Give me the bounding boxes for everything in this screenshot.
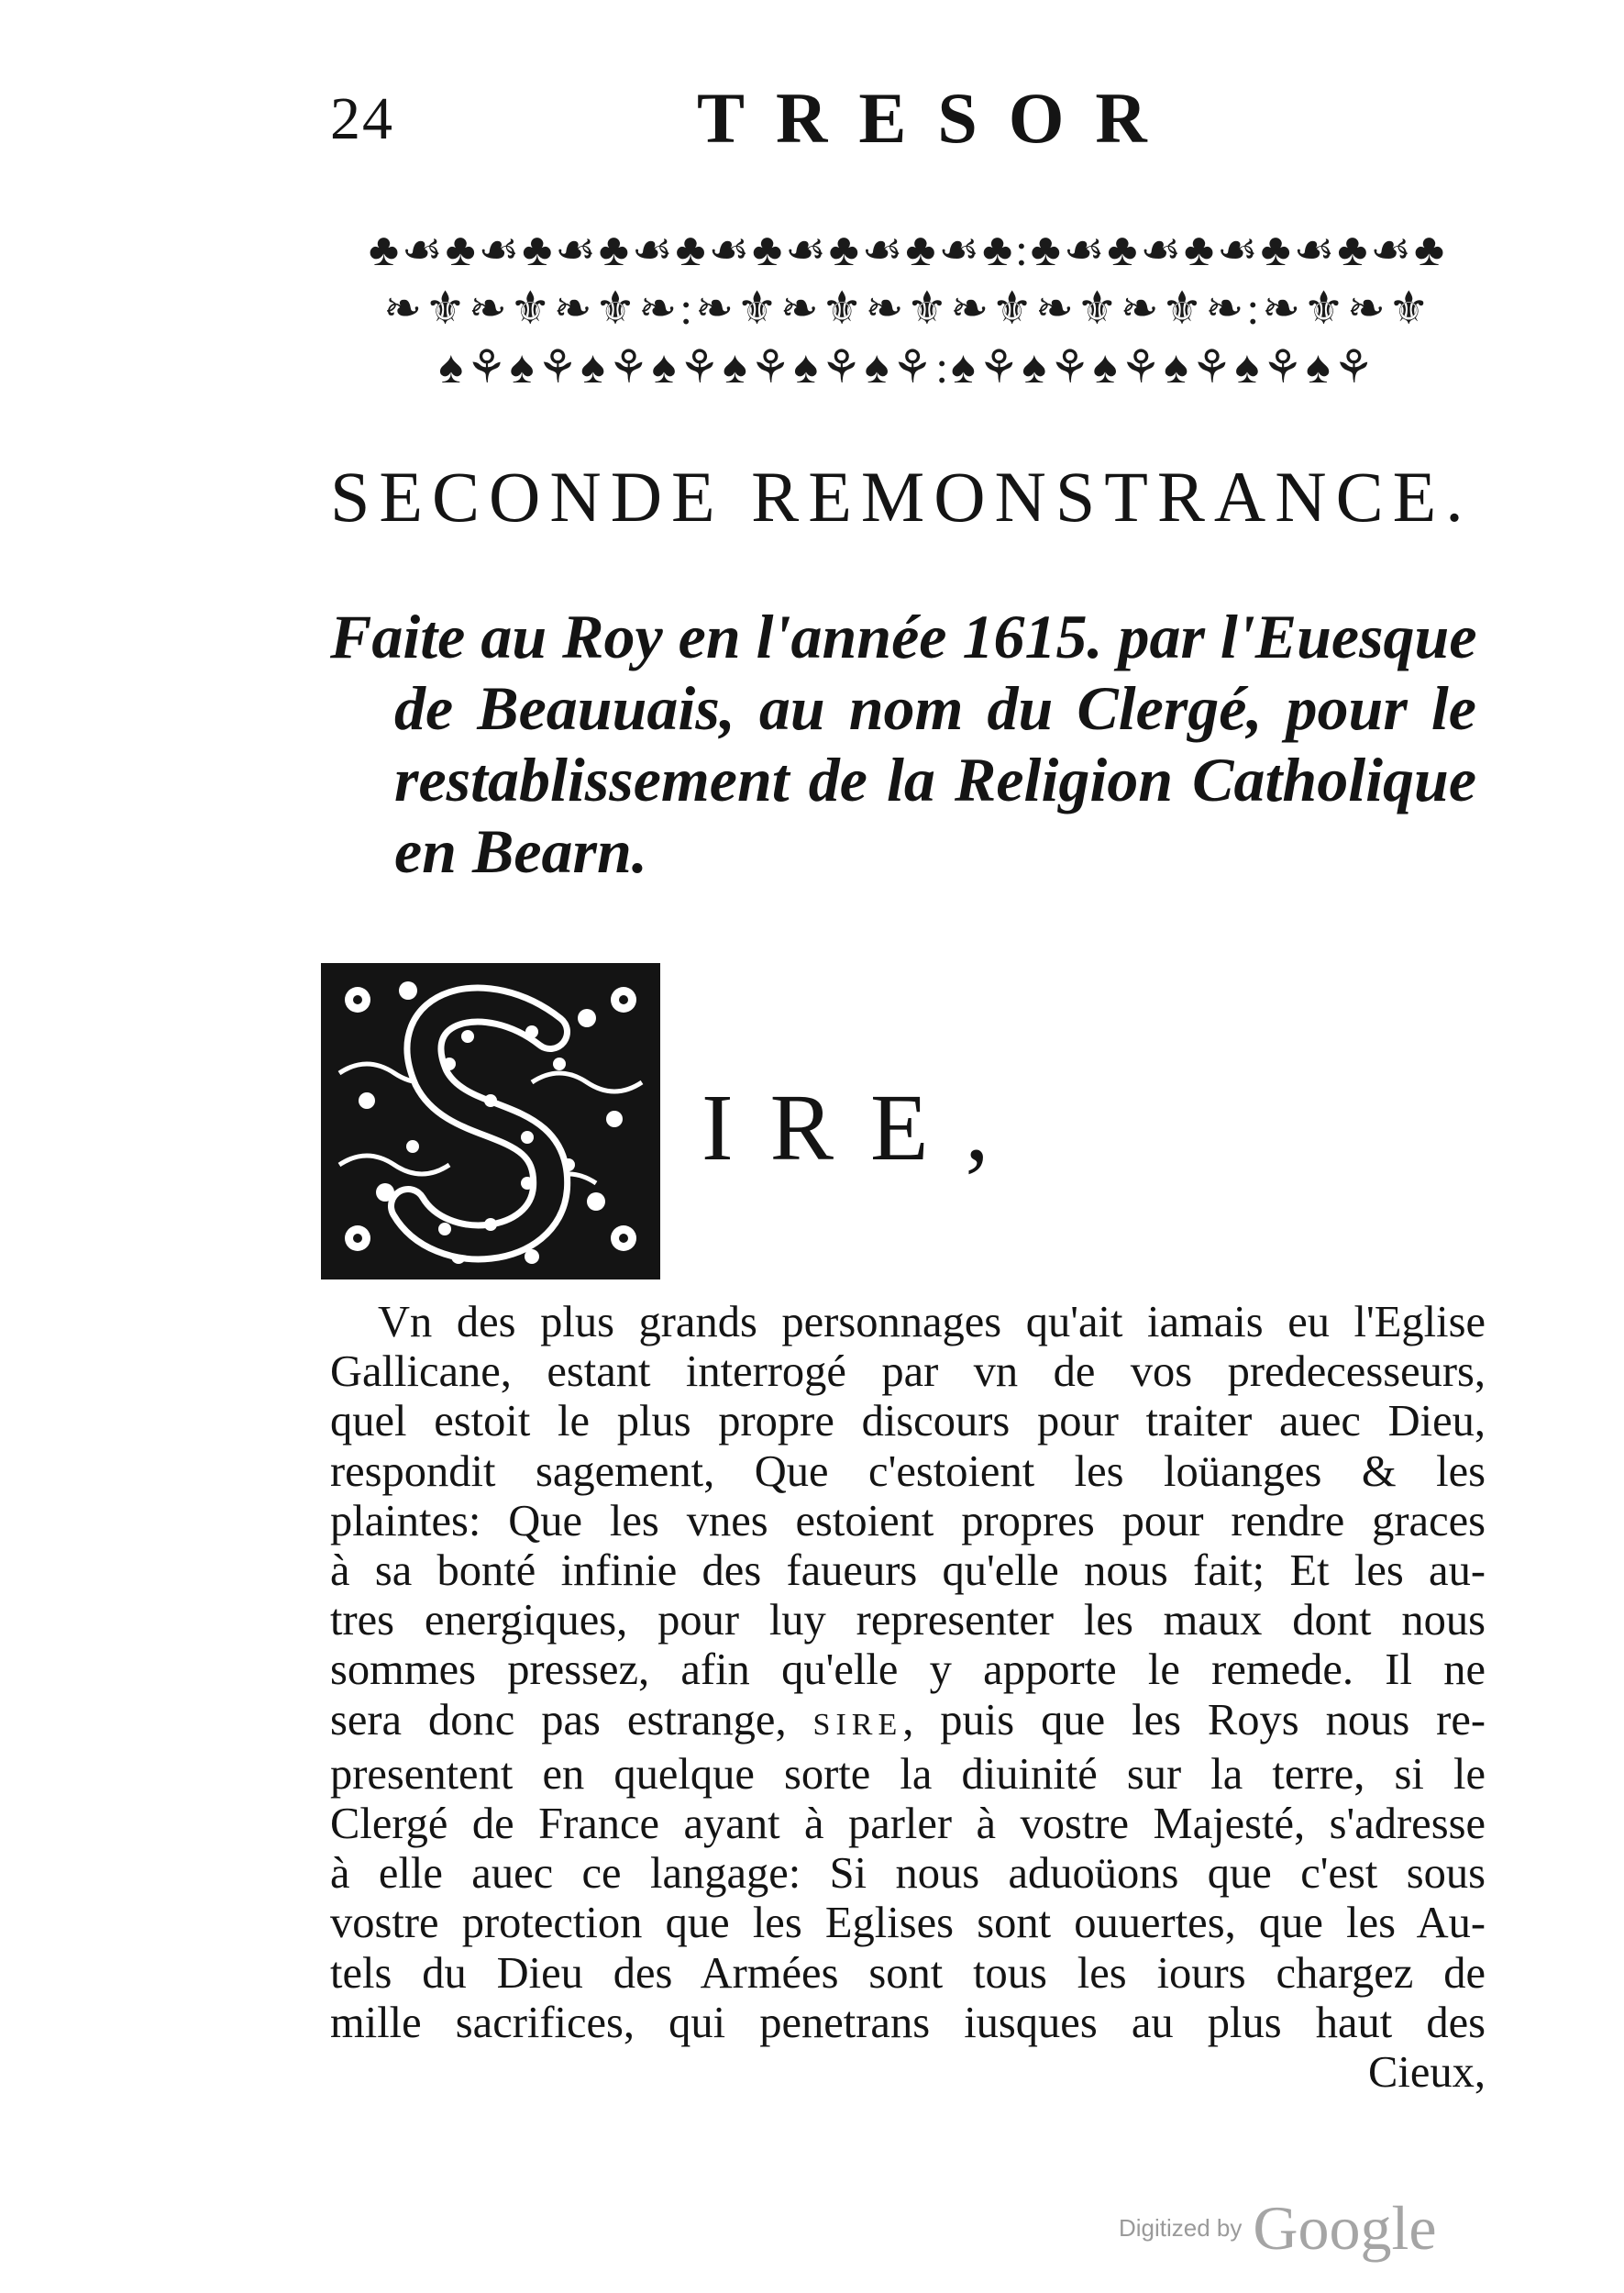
- ornament-row: ♣☙♣☙♣☙♣☙♣☙♣☙♣☙♣☙♣:♣☙♣☙♣☙♣☙♣☙♣: [369, 224, 1447, 275]
- subtitle-line: de Beauuais, au nom du Clergé, pour le: [394, 673, 1476, 743]
- text-line: Vn des plus grands personnages qu'ait iamais eu l'Eglise: [378, 1298, 1486, 1346]
- fleuron-ornament-band: [335, 220, 1481, 404]
- text-line: Clergé de France ayant à parler à vostre Majesté, s'adresse: [330, 1800, 1486, 1849]
- digitized-by-google-watermark: [1119, 2192, 1437, 2265]
- text-line: mille sacrifices, qui penetrans iusques au plus haut des: [330, 1998, 1486, 2047]
- running-title: TRESOR: [697, 78, 1178, 158]
- text-line: à elle auec ce langage: Si nous aduoüons que c'est sous: [330, 1849, 1486, 1899]
- body-text: [330, 1298, 1486, 2098]
- text-line: Gallicane, estant interrogé par vn de vos predecesseurs,: [330, 1347, 1486, 1397]
- subtitle-line: en Bearn.: [394, 816, 647, 886]
- ornament-row: ♠⚘♠⚘♠⚘♠⚘♠⚘♠⚘♠⚘:♠⚘♠⚘♠⚘♠⚘♠⚘♠⚘: [438, 341, 1377, 393]
- section-heading: SECONDE REMONSTRANCE.: [330, 457, 1473, 537]
- text-line: Cieux,: [1368, 2048, 1486, 2098]
- text-line: respondit sagement, Que c'estoient les loüanges & les: [330, 1446, 1486, 1496]
- page-number: 24: [330, 85, 394, 152]
- subtitle-line: restablissement de la Religion Catholique: [394, 745, 1476, 814]
- ornament-row: ❧⚜❧⚜❧⚜❧:❧⚜❧⚜❧⚜❧⚜❧⚜❧⚜❧:❧⚜❧⚜: [383, 282, 1432, 334]
- subtitle-line: Faite au Roy en l'année 1615. par l'Euesque: [330, 602, 1477, 671]
- watermark-prefix: Digitized by: [1119, 2214, 1243, 2242]
- text-fragment: sera donc pas estrange,: [330, 1695, 787, 1745]
- small-caps-sire: SIRE: [812, 1707, 903, 1742]
- text-line: [330, 1696, 1486, 1750]
- google-logo: Google: [1253, 2193, 1437, 2263]
- text-line: presentent en quelque sorte la diuinité sur la terre, si le: [330, 1749, 1486, 1799]
- salutation: IRE,: [702, 1075, 1026, 1180]
- subtitle: [330, 601, 1476, 887]
- text-line: tels du Dieu des Armées sont tous les iours chargez de: [330, 1948, 1486, 1998]
- text-line: tres energiques, pour luy representer les maux dont nous: [330, 1596, 1486, 1645]
- text-fragment: , puis que les Roys nous re-: [902, 1695, 1486, 1745]
- text-line: à sa bonté infinie des faueurs qu'elle nous fait; Et les au-: [330, 1546, 1486, 1596]
- text-line: sommes pressez, afin qu'elle y apporte le remede. Il ne: [330, 1645, 1486, 1695]
- text-line: vostre protection que les Eglises sont ouuertes, que les Au-: [330, 1899, 1486, 1948]
- text-line: quel estoit le plus propre discours pour traiter auec Dieu,: [330, 1397, 1486, 1446]
- ornamental-drop-cap-s-icon: [321, 963, 660, 1279]
- text-line: plaintes: Que les vnes estoient propres pour rendre graces: [330, 1496, 1486, 1545]
